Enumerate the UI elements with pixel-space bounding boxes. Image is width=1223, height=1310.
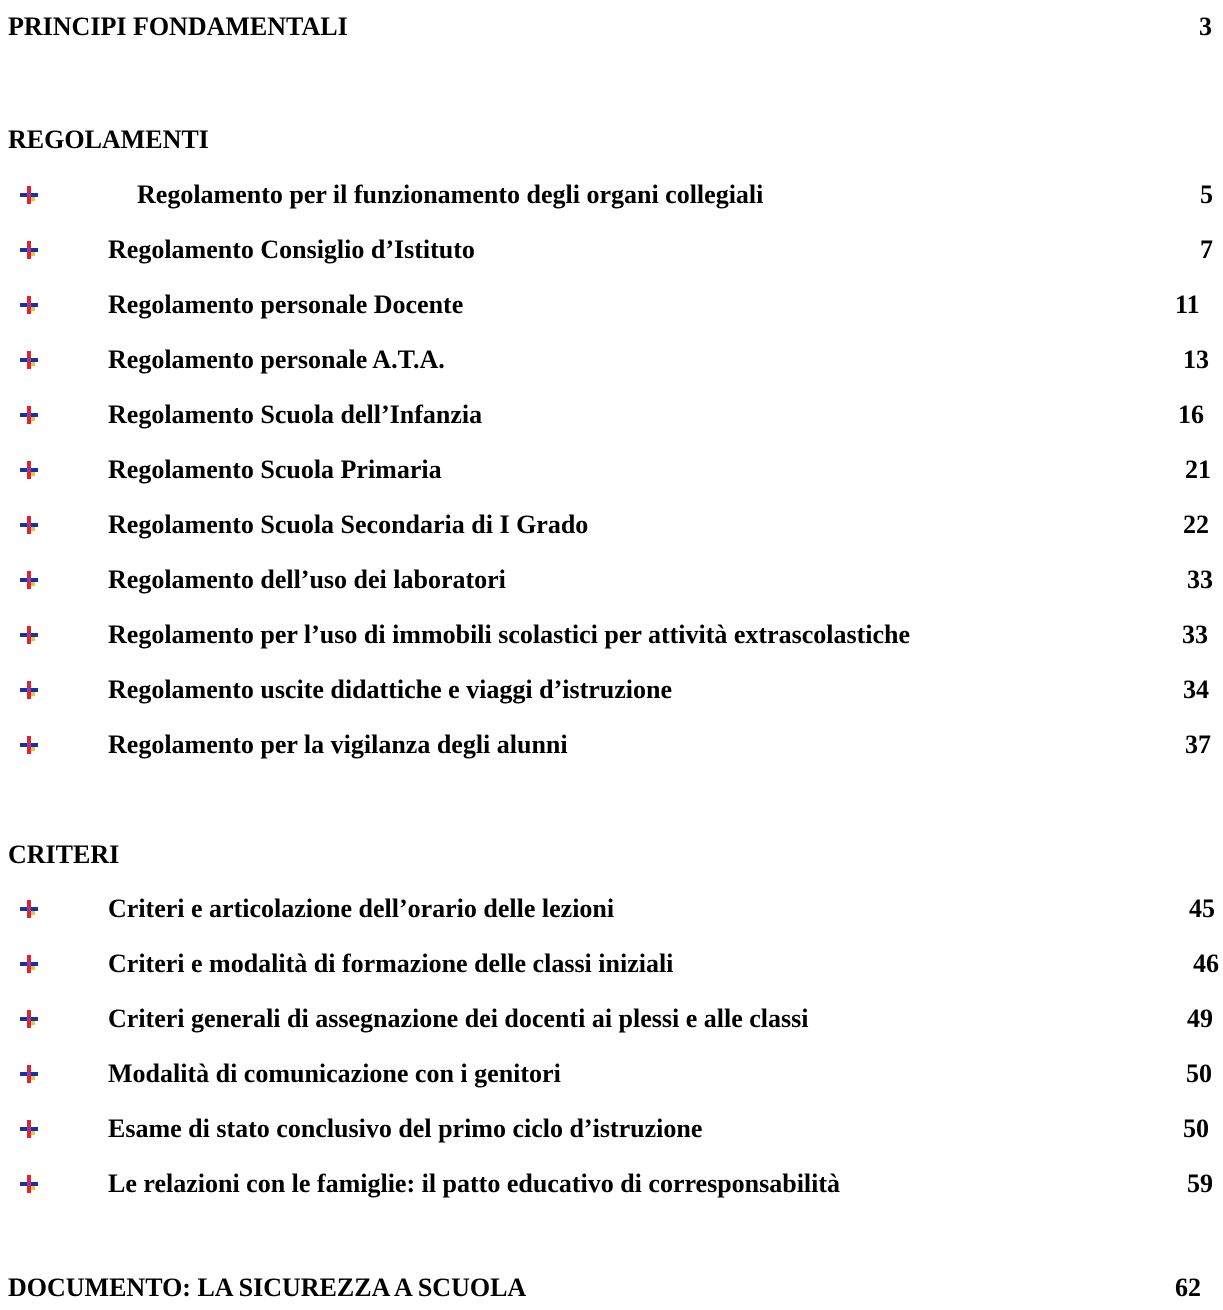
toc-entry-label: Criteri e articolazione dell’orario delle lezioni <box>108 894 615 923</box>
page-number: 33 <box>1182 620 1208 649</box>
toc-entry[interactable] <box>0 615 1223 655</box>
toc-entry-principi[interactable] <box>0 7 1223 47</box>
plus-bullet-icon <box>20 571 38 589</box>
page-number: 22 <box>1183 510 1209 539</box>
plus-bullet-icon <box>20 1065 38 1083</box>
toc-entry[interactable] <box>0 725 1223 765</box>
toc-entry[interactable] <box>0 395 1223 435</box>
toc-entry[interactable] <box>0 560 1223 600</box>
toc-entry-label: Modalità di comunicazione con i genitori <box>108 1059 561 1088</box>
plus-bullet-icon <box>20 1010 38 1028</box>
page-number: 7 <box>1200 235 1213 264</box>
plus-bullet-icon <box>20 1120 38 1138</box>
plus-bullet-icon <box>20 351 38 369</box>
toc-entry-label: Regolamento Scuola Secondaria di I Grado <box>108 510 589 539</box>
toc-entry[interactable] <box>0 340 1223 380</box>
toc-entry-label: Regolamento uscite didattiche e viaggi d’istruzione <box>108 675 672 704</box>
toc-entry-label: Regolamento per il funzionamento degli organi collegiali <box>137 180 764 209</box>
toc-entry-label: Regolamento dell’uso dei laboratori <box>108 565 506 594</box>
page-number: 50 <box>1186 1059 1212 1088</box>
section-heading-principi: PRINCIPI FONDAMENTALI <box>8 12 348 41</box>
toc-entry[interactable] <box>0 285 1223 325</box>
section-regolamenti <box>0 120 1223 160</box>
section-heading-criteri: CRITERI <box>8 840 120 869</box>
plus-bullet-icon <box>20 955 38 973</box>
toc-entry-label: Regolamento personale A.T.A. <box>108 345 445 374</box>
page-number: 3 <box>1199 12 1212 41</box>
toc-entry[interactable] <box>0 230 1223 270</box>
toc-entry-label: Regolamento Scuola dell’Infanzia <box>108 400 483 429</box>
plus-bullet-icon <box>20 296 38 314</box>
plus-bullet-icon <box>20 516 38 534</box>
page-number: 21 <box>1185 455 1211 484</box>
page-number: 50 <box>1183 1114 1209 1143</box>
toc-entry-label: Regolamento Consiglio d’Istituto <box>108 235 475 264</box>
plus-bullet-icon <box>20 461 38 479</box>
plus-bullet-icon <box>20 681 38 699</box>
toc-entry[interactable] <box>0 505 1223 545</box>
toc-entry[interactable] <box>0 1109 1223 1149</box>
page-number: 45 <box>1189 894 1215 923</box>
toc-entry-label: Esame di stato conclusivo del primo ciclo d’istruzione <box>108 1114 703 1143</box>
plus-bullet-icon <box>20 1175 38 1193</box>
page-number: 62 <box>1175 1273 1201 1302</box>
page-number: 46 <box>1193 949 1219 978</box>
toc-entry-documento[interactable] <box>0 1268 1223 1308</box>
toc-entry[interactable] <box>0 1054 1223 1094</box>
toc-entry-label: Regolamento per l’uso di immobili scolastici per attività extrascolastiche <box>108 620 911 649</box>
plus-bullet-icon <box>20 406 38 424</box>
plus-bullet-icon <box>20 736 38 754</box>
toc-entry[interactable] <box>0 889 1223 929</box>
plus-bullet-icon <box>20 186 38 204</box>
toc-entry[interactable] <box>0 999 1223 1039</box>
page-number: 49 <box>1187 1004 1213 1033</box>
page-number: 34 <box>1183 675 1209 704</box>
page-number: 59 <box>1187 1169 1213 1198</box>
page-number: 13 <box>1183 345 1209 374</box>
section-criteri <box>0 835 1223 875</box>
toc-entry-label: Regolamento personale Docente <box>108 290 464 319</box>
plus-bullet-icon <box>20 900 38 918</box>
page-number: 5 <box>1200 180 1213 209</box>
page-number: 16 <box>1178 400 1204 429</box>
toc-entry[interactable] <box>0 670 1223 710</box>
toc-entry-label: Le relazioni con le famiglie: il patto educativo di corresponsabilità <box>108 1169 841 1198</box>
plus-bullet-icon <box>20 241 38 259</box>
toc-entry-label: Criteri e modalità di formazione delle classi iniziali <box>108 949 674 978</box>
toc-entry[interactable] <box>0 1164 1223 1204</box>
toc-entry[interactable] <box>0 450 1223 490</box>
toc-entry[interactable] <box>0 175 1223 215</box>
section-heading-regolamenti: REGOLAMENTI <box>8 125 209 154</box>
page-number: 37 <box>1185 730 1211 759</box>
page-number: 11 <box>1175 290 1200 319</box>
page-number: 33 <box>1187 565 1213 594</box>
toc-entry-label: Regolamento Scuola Primaria <box>108 455 442 484</box>
section-heading-documento: DOCUMENTO: LA SICUREZZA A SCUOLA <box>8 1273 527 1302</box>
plus-bullet-icon <box>20 626 38 644</box>
toc-entry-label: Criteri generali di assegnazione dei docenti ai plessi e alle classi <box>108 1004 809 1033</box>
toc-entry-label: Regolamento per la vigilanza degli alunni <box>108 730 568 759</box>
toc-entry[interactable] <box>0 944 1223 984</box>
